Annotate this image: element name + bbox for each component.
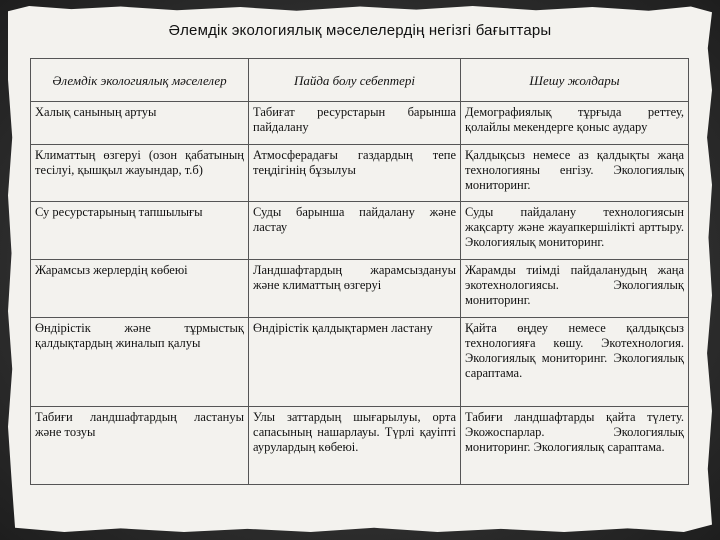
solution-cell: Жарамды тиімді пайдаланудың жаңа экотехнологиясы. Экологиялық мониторинг. [461, 260, 689, 318]
cause-cell: Суды барынша пайдалану және ластау [249, 202, 461, 260]
table-row [31, 102, 689, 145]
cause-cell: Атмосферадағы газдардың тепе теңдігінің бұзылуы [249, 145, 461, 202]
cause-cell: Ландшафтардың жарамсыздануы және климаттың өзгеруі [249, 260, 461, 318]
problem-cell: Халық санының артуы [31, 102, 249, 145]
solution-cell: Қалдықсыз немесе аз қалдықты жаңа технологияны енгізу. Экологиялық мониторинг. [461, 145, 689, 202]
table-header-row [31, 59, 689, 102]
cause-cell: Табиғат ресурстарын барынша пайдалану [249, 102, 461, 145]
solution-cell: Қайта өңдеу немесе қалдықсыз технологияға көшу. Экотехнология. Экологиялық мониторинг. Экологиялық сараптама. [461, 318, 689, 407]
solution-cell: Табиғи ландшафтарды қайта түлету. Экожоспарлар. Экологиялық мониторинг. Экологиялық сараптама. [461, 407, 689, 485]
cause-cell: Улы заттардың шығарылуы, орта сапасының нашарлауы. Түрлі қауіпті аурулардың көбеюі. [249, 407, 461, 485]
table-row [31, 202, 689, 260]
table-row [31, 318, 689, 407]
solution-cell: Демографиялық тұрғыда реттеу, қолайлы мекендерге қоныс аудару [461, 102, 689, 145]
table-row [31, 145, 689, 202]
problem-cell: Өндірістік және тұрмыстық қалдықтардың жиналып қалуы [31, 318, 249, 407]
table-row [31, 407, 689, 485]
page-title: Әлемдік экологиялық мәселелердің негізгі бағыттары [168, 22, 552, 39]
cause-cell: Өндірістік қалдықтармен ластану [249, 318, 461, 407]
header-problems: Әлемдік экологиялық мәселелер [31, 59, 249, 102]
table-row [31, 260, 689, 318]
header-solutions: Шешу жолдары [461, 59, 689, 102]
problem-cell: Су ресурстарының тапшылығы [31, 202, 249, 260]
solution-cell: Суды пайдалану технологиясын жақсарту және жауапкершілікті арттыру. Экологиялық мониторинг. [461, 202, 689, 260]
header-causes: Пайда болу себептері [249, 59, 461, 102]
problem-cell: Табиғи ландшафтардың ластануы және тозуы [31, 407, 249, 485]
problem-cell: Климаттың өзгеруі (озон қабатының тесілуі, қышқыл жауындар, т.б) [31, 145, 249, 202]
ecology-problems-table [30, 58, 689, 485]
problem-cell: Жарамсыз жерлердің көбеюі [31, 260, 249, 318]
